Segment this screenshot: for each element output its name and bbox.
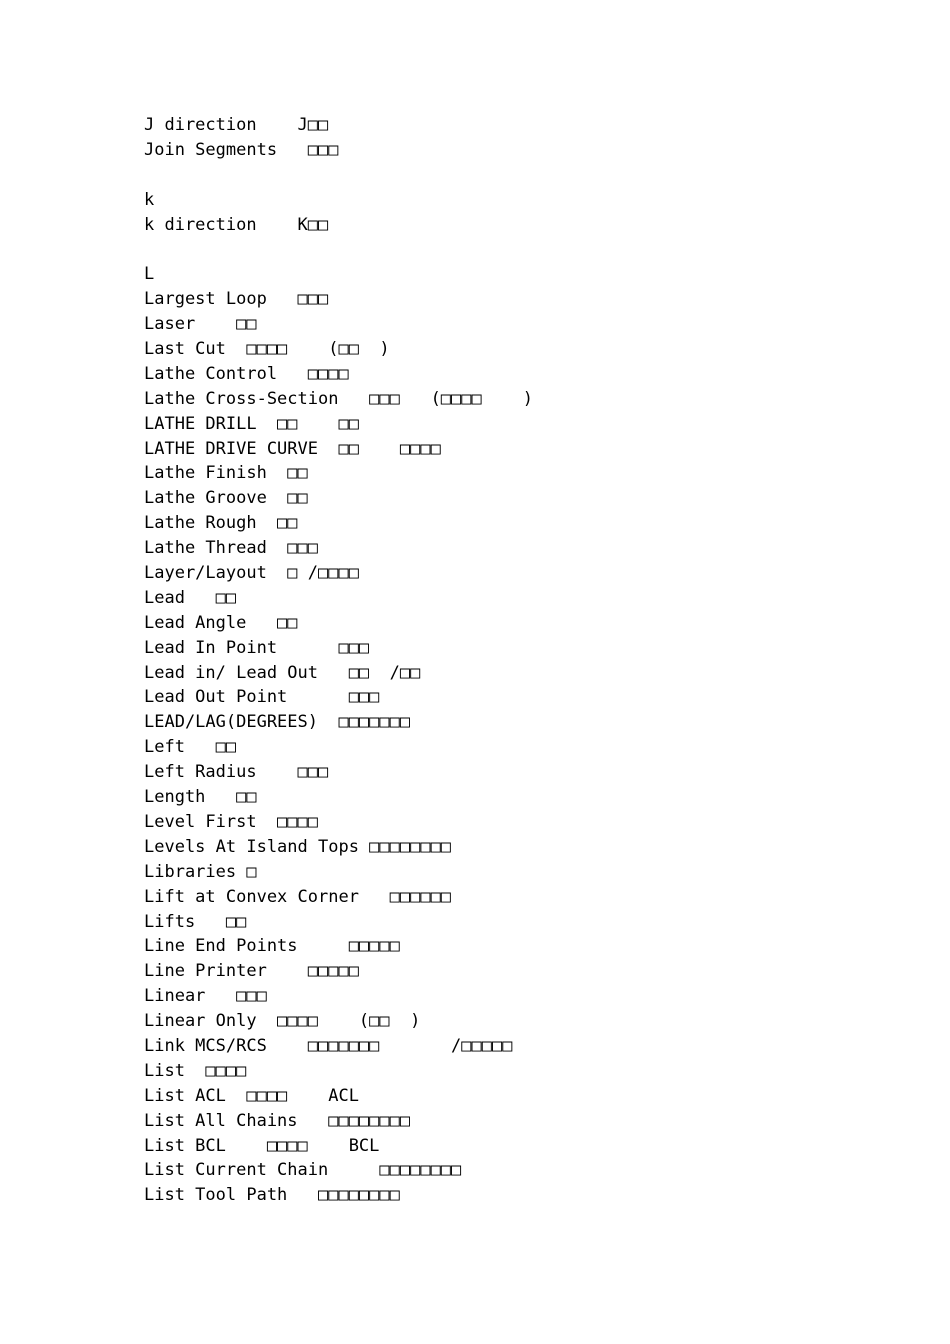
entry-laser: Laser □□ (144, 314, 257, 335)
entry-list-bcl: List BCL □□□□ BCL (144, 1135, 380, 1156)
glossary-page (144, 113, 910, 1208)
entry-lathe-thread: Lathe Thread □□□ (144, 538, 318, 559)
entry-line-end-points: Line End Points □□□□□ (144, 936, 400, 957)
entry-layer-layout: Layer/Layout □ /□□□□ (144, 563, 359, 584)
entry-list-all-chains: List All Chains □□□□□□□□ (144, 1110, 411, 1131)
entry-k-direction: k direction K□□ (144, 214, 329, 235)
entry-lathe-control: Lathe Control □□□□ (144, 363, 349, 384)
entry-linear: Linear □□□ (144, 986, 267, 1007)
entry-list: List □□□□ (144, 1060, 247, 1081)
entry-left: Left □□ (144, 737, 237, 758)
entry-left-radius: Left Radius □□□ (144, 762, 329, 783)
entry-last-cut: Last Cut □□□□ (□□ ) (144, 339, 390, 360)
entry-lathe-drill: LATHE DRILL □□ □□ (144, 413, 359, 434)
entry-list-tool-path: List Tool Path □□□□□□□□ (144, 1185, 400, 1206)
blank-line (144, 163, 910, 188)
section-heading-k: k (144, 189, 155, 210)
entry-lathe-groove: Lathe Groove □□ (144, 488, 308, 509)
entry-lead-in-point: Lead In Point □□□ (144, 637, 370, 658)
entry-levels-at-island-tops: Levels At Island Tops □□□□□□□□ (144, 836, 452, 857)
entry-lathe-cross-section: Lathe Cross-Section □□□ (□□□□ ) (144, 388, 533, 409)
entry-level-first: Level First □□□□ (144, 811, 318, 832)
entry-line-printer: Line Printer □□□□□ (144, 961, 359, 982)
blank-line (144, 237, 910, 262)
entry-list-acl: List ACL □□□□ ACL (144, 1085, 359, 1106)
entry-largest-loop: Largest Loop □□□ (144, 289, 329, 310)
entry-lifts: Lifts □□ (144, 911, 247, 932)
entry-libraries: Libraries □ (144, 861, 257, 882)
entry-join-segments: Join Segments □□□ (144, 139, 339, 160)
entry-lathe-rough: Lathe Rough □□ (144, 513, 298, 534)
entry-j-direction: J direction J□□ (144, 115, 329, 135)
entry-lead-in-lead-out: Lead in/ Lead Out □□ /□□ (144, 662, 421, 683)
entry-lift-at-convex-corner: Lift at Convex Corner □□□□□□ (144, 886, 452, 907)
entry-lathe-drive-curve: LATHE DRIVE CURVE □□ □□□□ (144, 438, 441, 459)
entry-lead-lag-degrees: LEAD/LAG(DEGREES) □□□□□□□ (144, 712, 411, 733)
entry-lathe-finish: Lathe Finish □□ (144, 463, 308, 484)
entry-lead-out-point: Lead Out Point □□□ (144, 687, 380, 708)
entry-length: Length □□ (144, 787, 257, 808)
entry-lead-angle: Lead Angle □□ (144, 612, 298, 633)
entry-linear-only: Linear Only □□□□ (□□ ) (144, 1011, 421, 1032)
entry-link-mcs-rcs: Link MCS/RCS □□□□□□□ /□□□□□ (144, 1035, 513, 1056)
section-heading-l: L (144, 264, 155, 285)
entry-list-current-chain: List Current Chain □□□□□□□□ (144, 1160, 462, 1181)
entry-lead: Lead □□ (144, 587, 237, 608)
